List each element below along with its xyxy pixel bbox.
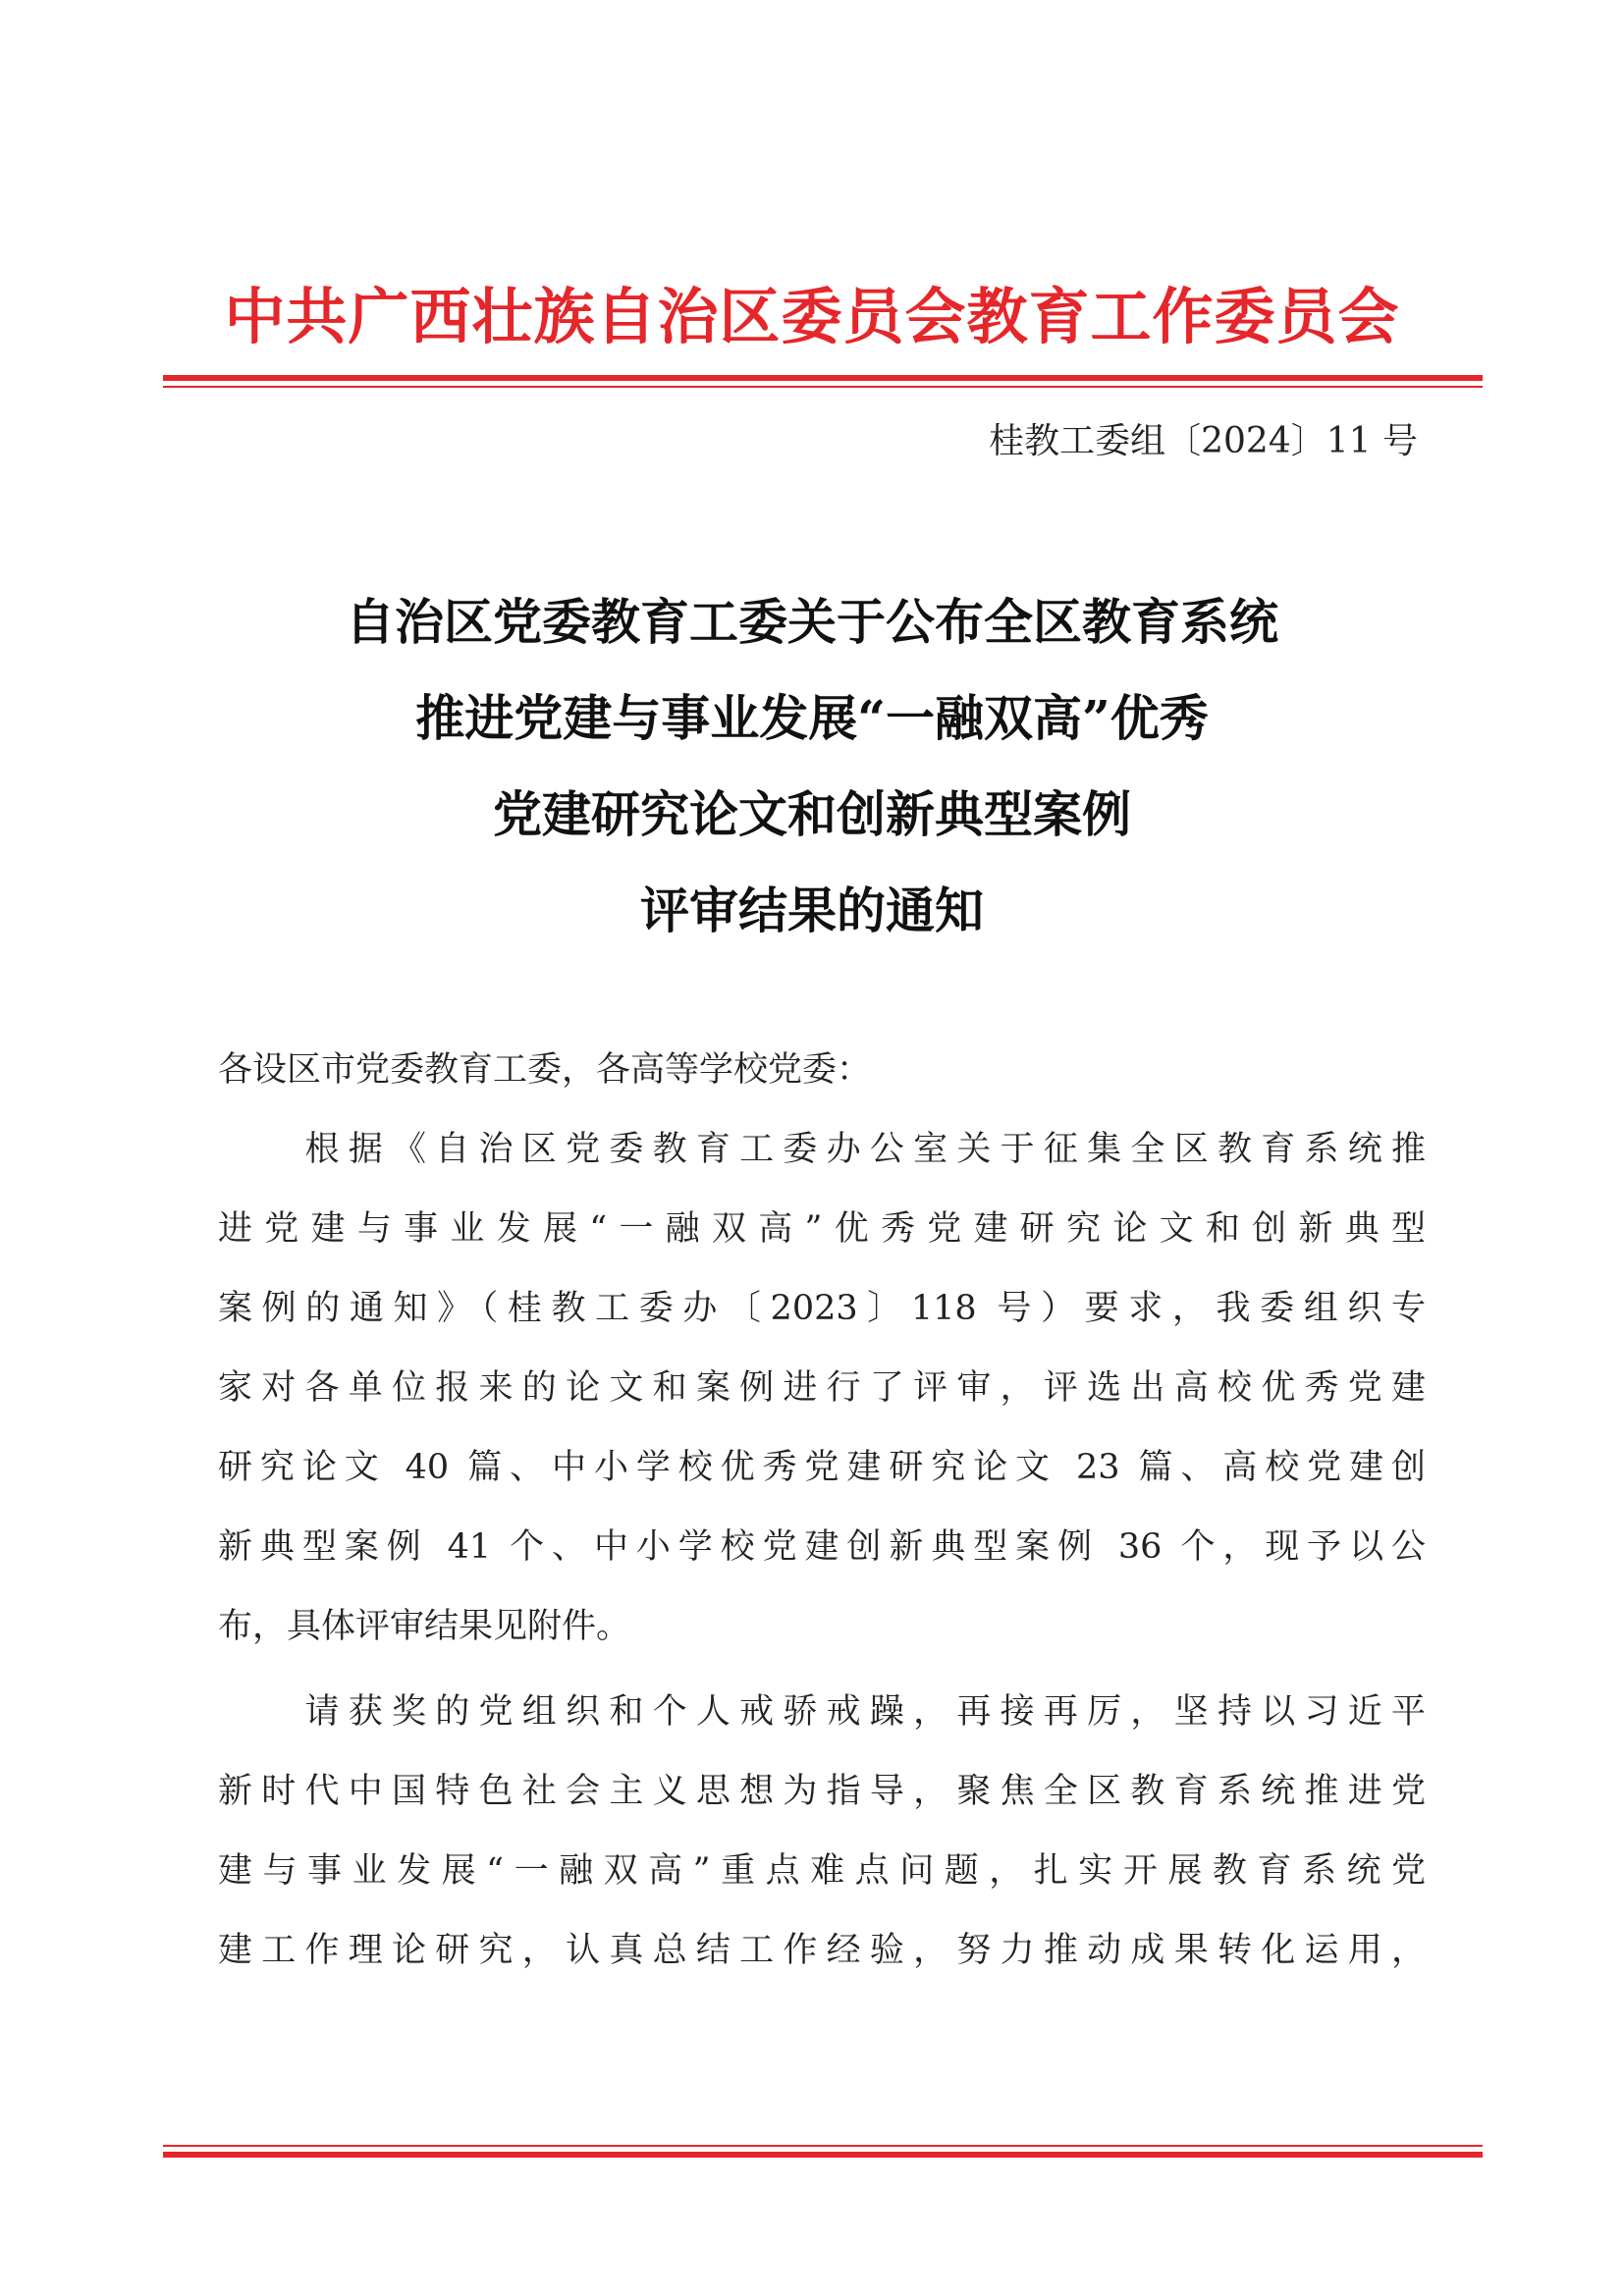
document-number: 桂教工委组〔2024〕11 号 bbox=[989, 421, 1418, 461]
paragraph-2-line: 请获奖的党组织和个人戒骄戒躁，再接再厉，坚持以习近平 bbox=[218, 1692, 1426, 1732]
paragraph-2-line: 建与事业发展“一融双高”重点难点问题，扎实开展教育系统党 bbox=[218, 1851, 1426, 1891]
title-line: 评审结果的通知 bbox=[640, 881, 984, 939]
paragraph-2-line: 建工作理论研究，认真总结工作经验，努力推动成果转化运用， bbox=[218, 1931, 1426, 1970]
paragraph-1-line: 案例的通知》（桂教工委办〔2023〕118 号）要求，我委组织专 bbox=[218, 1289, 1426, 1328]
paragraph-1-line: 家对各单位报来的论文和案例进行了评审，评选出高校优秀党建 bbox=[218, 1368, 1426, 1408]
paragraph-1-line: 布，具体评审结果见附件。 bbox=[218, 1607, 631, 1646]
document-body bbox=[218, 1031, 1426, 1991]
footer-red-rule-thin bbox=[163, 2145, 1483, 2147]
paragraph-1-line: 新典型案例 41 个、中小学校党建创新典型案例 36 个，现予以公 bbox=[218, 1527, 1426, 1567]
title-line: 自治区党委教育工委关于公布全区教育系统 bbox=[346, 593, 1278, 651]
paragraph-2-line: 新时代中国特色社会主义思想为指导，聚焦全区教育系统推进党 bbox=[218, 1772, 1426, 1811]
paragraph-1-line: 进党建与事业发展“一融双高”优秀党建研究论文和创新典型 bbox=[218, 1209, 1426, 1249]
header-red-rule-thin bbox=[163, 386, 1483, 388]
paragraph-1-line: 研究论文 40 篇、中小学校优秀党建研究论文 23 篇、高校党建创 bbox=[218, 1448, 1426, 1487]
issuing-organization-title: 中共广西壮族自治区委员会教育工作委员会 bbox=[224, 281, 1400, 352]
paragraph-1-line: 根据《自治区党委教育工委办公室关于征集全区教育系统推 bbox=[218, 1130, 1426, 1169]
footer-red-rule-thick bbox=[163, 2152, 1483, 2158]
header-red-rule-thick bbox=[163, 375, 1483, 381]
title-line: 党建研究论文和创新典型案例 bbox=[493, 785, 1131, 843]
title-line: 推进党建与事业发展“一融双高”优秀 bbox=[415, 689, 1209, 747]
salutation: 各设区市党委教育工委，各高等学校党委： bbox=[218, 1050, 872, 1090]
document-title bbox=[0, 574, 1624, 959]
